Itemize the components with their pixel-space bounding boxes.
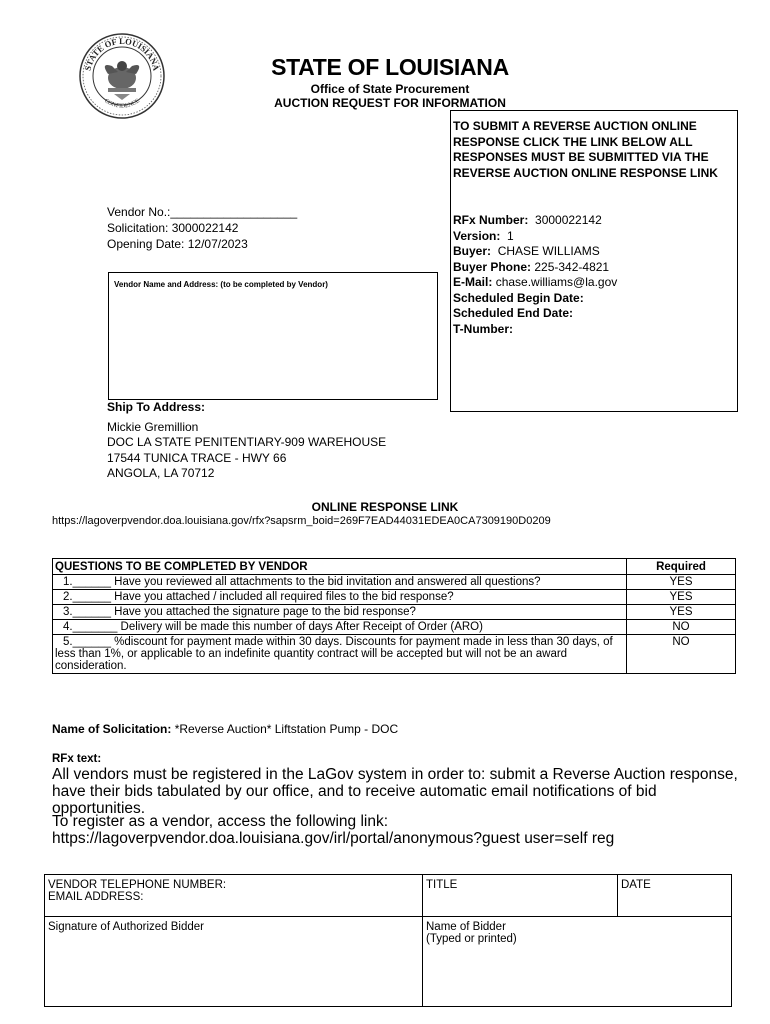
ship-to-line: ANGOLA, LA 70712 xyxy=(107,466,215,480)
register-link[interactable]: https://lagoverpvendor.doa.louisiana.gov/irl/portal/anonymous?guest user=self reg xyxy=(52,830,615,847)
vendor-info xyxy=(107,204,297,252)
table-row xyxy=(53,605,736,620)
vendor-phone-label: VENDOR TELEPHONE NUMBER: xyxy=(48,879,227,891)
bidder-name-sublabel: (Typed or printed) xyxy=(426,933,517,945)
vendor-email-label: EMAIL ADDRESS: xyxy=(48,891,144,903)
solicitation-number: Solicitation: 3000022142 xyxy=(107,221,239,235)
solicitation-name-label: Name of Solicitation: xyxy=(52,722,172,736)
title-cell[interactable] xyxy=(423,875,618,917)
required-value: NO xyxy=(627,620,736,635)
solicitation-name-value: *Reverse Auction* Liftstation Pump - DOC xyxy=(174,722,399,736)
end-date-label: Scheduled End Date: xyxy=(453,306,574,320)
buyer-label: Buyer: xyxy=(453,244,492,258)
version: 1 xyxy=(507,228,514,243)
date-cell[interactable] xyxy=(618,875,732,917)
table-row xyxy=(53,590,736,605)
rfx-details xyxy=(453,213,733,337)
ship-to-heading: Ship To Address: xyxy=(107,400,206,414)
required-value: YES xyxy=(627,590,736,605)
table-row xyxy=(53,635,736,674)
online-response-heading: ONLINE RESPONSE LINK xyxy=(311,500,459,514)
vendor-questions-table xyxy=(52,558,736,674)
required-value: NO xyxy=(627,635,736,674)
table-header-row xyxy=(53,559,736,575)
rfx-text-label: RFx text: xyxy=(52,753,102,765)
vendor-name-address-box[interactable] xyxy=(108,272,438,400)
submission-info-box xyxy=(450,110,738,412)
begin-date-label: Scheduled Begin Date: xyxy=(453,290,584,305)
vendor-box-label: Vendor Name and Address: (to be completed by Vendor) xyxy=(114,280,328,289)
table-row xyxy=(53,575,736,590)
buyer-name: CHASE WILLIAMS xyxy=(497,244,600,258)
solicitation-name xyxy=(52,722,398,736)
buyer-phone-label: Buyer Phone: xyxy=(453,259,532,274)
email-label: E-Mail: xyxy=(453,275,493,289)
required-value: YES xyxy=(627,605,736,620)
table-row xyxy=(45,917,732,1007)
online-response-link[interactable]: https://lagoverpvendor.doa.louisiana.gov/rfx?sapsrm_boid=269F7EAD44031EDEA0CA7309190D0209 xyxy=(52,515,551,527)
version-label: Version: xyxy=(453,228,501,243)
signature-table xyxy=(44,874,732,1007)
vendor-contact-cell[interactable] xyxy=(45,875,423,917)
question-text: 1.______ Have you reviewed all attachments to the bid invitation and answered all questions? xyxy=(53,575,627,590)
question-text: 4._______ Delivery will be made this number of days After Receipt of Order (ARO) xyxy=(53,620,627,635)
rfx-number-label: RFx Number: xyxy=(453,213,529,227)
ship-to-line: DOC LA STATE PENITENTIARY-909 WAREHOUSE xyxy=(107,435,387,449)
signature-label: Signature of Authorized Bidder xyxy=(48,921,204,933)
vendor-number: Vendor No.:___________________ xyxy=(107,205,298,219)
signature-cell[interactable] xyxy=(45,917,423,1007)
register-section xyxy=(52,813,752,847)
table-row xyxy=(53,620,736,635)
submit-instructions: TO SUBMIT A REVERSE AUCTION ONLINE RESPONSE CLICK THE LINK BELOW ALL RESPONSES MUST BE SUBMITTED VIA THE REVERSE AUCTION ONLINE RESPONSE LINK xyxy=(453,119,718,180)
state-seal-logo xyxy=(78,32,166,120)
question-text: 2.______ Have you attached / included all required files to the bid response? xyxy=(53,590,627,605)
register-text: To register as a vendor, access the following link: xyxy=(52,813,389,830)
bidder-name-label: Name of Bidder xyxy=(426,921,506,933)
opening-date: Opening Date: 12/07/2023 xyxy=(107,237,248,251)
ship-to-line: 17544 TUNICA TRACE - HWY 66 xyxy=(107,450,287,465)
rfx-text: All vendors must be registered in the LaGov system in order to: submit a Reverse Auction response, have their bids tabulated by our office, and to receive automatic email notifications of bid opportunities. xyxy=(52,766,738,817)
rfx-number: 3000022142 xyxy=(535,213,602,227)
buyer-phone: 225-342-4821 xyxy=(534,259,610,274)
office-name: Office of State Procurement xyxy=(310,82,470,96)
title-label: TITLE xyxy=(426,879,458,891)
form-name: AUCTION REQUEST FOR INFORMATION xyxy=(274,96,506,110)
buyer-email: chase.williams@la.gov xyxy=(495,275,618,289)
svg-text:CONFIDENCE: CONFIDENCE xyxy=(103,98,141,110)
required-heading: Required xyxy=(627,559,736,575)
bidder-name-cell[interactable] xyxy=(423,917,732,1007)
ship-to-address xyxy=(107,400,386,482)
svg-text:STATE OF LOUISIANA: STATE OF LOUISIANA xyxy=(82,35,162,72)
question-text: 3.______ Have you attached the signature page to the bid response? xyxy=(53,605,627,620)
questions-heading: QUESTIONS TO BE COMPLETED BY VENDOR xyxy=(53,559,627,575)
date-label: DATE xyxy=(621,879,651,891)
t-number-label: T-Number: xyxy=(453,321,513,336)
ship-to-line: Mickie Gremillion xyxy=(107,419,199,434)
table-row xyxy=(45,875,732,917)
required-value: YES xyxy=(627,575,736,590)
page-title: STATE OF LOUISIANA xyxy=(271,54,509,80)
question-text: 5.______ %discount for payment made within 30 days. Discounts for payment made in less than 30 days, of less than 1%, or applicable to an indefinite quantity contract will be accepted but will not be an award consideration. xyxy=(53,635,627,674)
